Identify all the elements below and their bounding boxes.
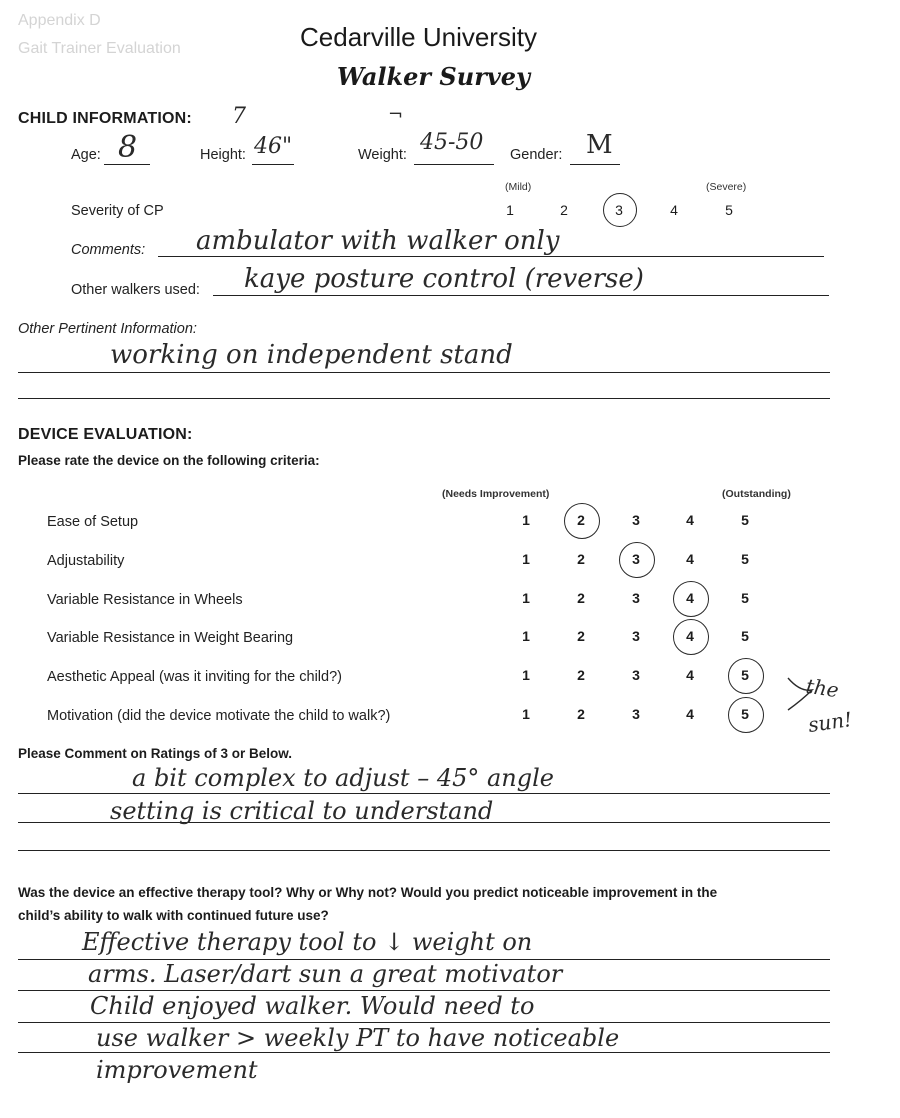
- rating-option-2: 2: [577, 512, 585, 528]
- height-label: Height:: [200, 147, 246, 163]
- margin-note-1: the: [804, 673, 841, 703]
- severity-option-5: 5: [725, 202, 733, 218]
- form-subtitle: Gait Trainer Evaluation: [18, 40, 181, 57]
- rating-option-4: 4: [686, 590, 694, 606]
- rating-option-3: 3: [632, 590, 640, 606]
- gender-label: Gender:: [510, 147, 563, 163]
- criterion-label: Variable Resistance in Wheels: [47, 592, 243, 608]
- rating-option-4: 4: [686, 628, 694, 644]
- age-value: 8: [118, 130, 138, 165]
- comment-prompt: Please Comment on Ratings of 3 or Below.: [18, 746, 293, 761]
- rating-option-5: 5: [741, 512, 749, 528]
- outstanding-label: (Outstanding): [722, 488, 791, 500]
- rating-option-3: 3: [632, 706, 640, 722]
- age-label: Age:: [71, 147, 101, 163]
- criterion-label: Ease of Setup: [47, 514, 139, 530]
- university-title: Cedarville University: [300, 22, 537, 52]
- rating-option-4: 4: [686, 667, 694, 683]
- severity-mild-label: (Mild): [505, 181, 532, 193]
- severity-severe-label: (Severe): [706, 181, 747, 193]
- device-eval-instruction: Please rate the device on the following criteria:: [18, 453, 320, 468]
- criterion-label: Motivation (did the device motivate the child to walk?): [47, 708, 391, 724]
- rating-option-4: 4: [686, 512, 694, 528]
- rating-option-2: 2: [577, 551, 585, 567]
- rating-option-1: 1: [522, 667, 530, 683]
- answer-line: improvement: [96, 1056, 258, 1084]
- comment-text-1: a bit complex to adjust – 45° angle: [132, 764, 554, 792]
- rating-option-1: 1: [522, 590, 530, 606]
- rating-option-5: 5: [741, 628, 749, 644]
- rating-option-3: 3: [632, 667, 640, 683]
- appendix-label: Appendix D: [18, 12, 101, 29]
- child-info-heading: CHILD INFORMATION:: [18, 110, 192, 127]
- needs-improvement-label: (Needs Improvement): [442, 488, 550, 500]
- therapy-question-2: child’s ability to walk with continued future use?: [18, 908, 329, 923]
- comment-line-3: [18, 850, 830, 851]
- rating-option-4: 4: [686, 551, 694, 567]
- answer-rule: [18, 1052, 830, 1053]
- answer-line: Child enjoyed walker. Would need to: [90, 992, 535, 1020]
- rating-option-5: 5: [741, 706, 749, 722]
- answer-rule: [18, 1022, 830, 1023]
- criterion-label: Aesthetic Appeal (was it inviting for the child?): [47, 669, 342, 685]
- rating-option-2: 2: [577, 628, 585, 644]
- rating-option-5: 5: [741, 590, 749, 606]
- rating-option-3: 3: [632, 628, 640, 644]
- device-eval-heading: DEVICE EVALUATION:: [18, 426, 193, 443]
- rating-option-1: 1: [522, 512, 530, 528]
- comments-value: ambulator with walker only: [196, 226, 560, 256]
- answer-rule: [18, 990, 830, 991]
- other-info-value: working on independent stand: [110, 340, 513, 370]
- margin-note-2: sun!: [806, 707, 854, 737]
- rating-option-5: 5: [741, 551, 749, 567]
- severity-option-3: 3: [615, 202, 623, 218]
- gender-value: M: [586, 130, 613, 160]
- rating-option-2: 2: [577, 590, 585, 606]
- severity-label: Severity of CP: [71, 203, 164, 219]
- rating-option-5: 5: [741, 667, 749, 683]
- rating-option-3: 3: [632, 551, 640, 567]
- weight-label: Weight:: [358, 147, 407, 163]
- weight-value: 45-50: [420, 130, 484, 155]
- therapy-question-1: Was the device an effective therapy tool? Why or Why not? Would you predict noticeable improvement in the: [18, 885, 718, 900]
- rating-option-1: 1: [522, 551, 530, 567]
- height-mark: 7: [232, 104, 246, 129]
- rating-option-2: 2: [577, 667, 585, 683]
- other-info-label: Other Pertinent Information:: [18, 321, 197, 337]
- other-walkers-label: Other walkers used:: [71, 282, 200, 298]
- weight-mark: ¬: [388, 104, 404, 125]
- answer-line: Effective therapy tool to ↓ weight on: [82, 928, 533, 956]
- severity-option-2: 2: [560, 202, 568, 218]
- comment-line-1: [18, 793, 830, 794]
- criterion-label: Adjustability: [47, 553, 125, 569]
- comments-label: Comments:: [71, 242, 146, 258]
- rating-option-3: 3: [632, 512, 640, 528]
- rating-option-2: 2: [577, 706, 585, 722]
- answer-line: use walker > weekly PT to have noticeable: [96, 1024, 620, 1052]
- severity-option-1: 1: [506, 202, 514, 218]
- other-walkers-value: kaye posture control (reverse): [244, 264, 644, 294]
- criterion-label: Variable Resistance in Weight Bearing: [47, 630, 294, 646]
- rating-option-1: 1: [522, 706, 530, 722]
- comment-text-2: setting is critical to understand: [110, 797, 494, 825]
- answer-line: arms. Laser/dart sun a great motivator: [88, 960, 563, 988]
- survey-title: Walker Survey: [337, 62, 531, 91]
- rating-option-4: 4: [686, 706, 694, 722]
- severity-option-4: 4: [670, 202, 678, 218]
- rating-option-1: 1: [522, 628, 530, 644]
- height-value: 46": [254, 134, 293, 159]
